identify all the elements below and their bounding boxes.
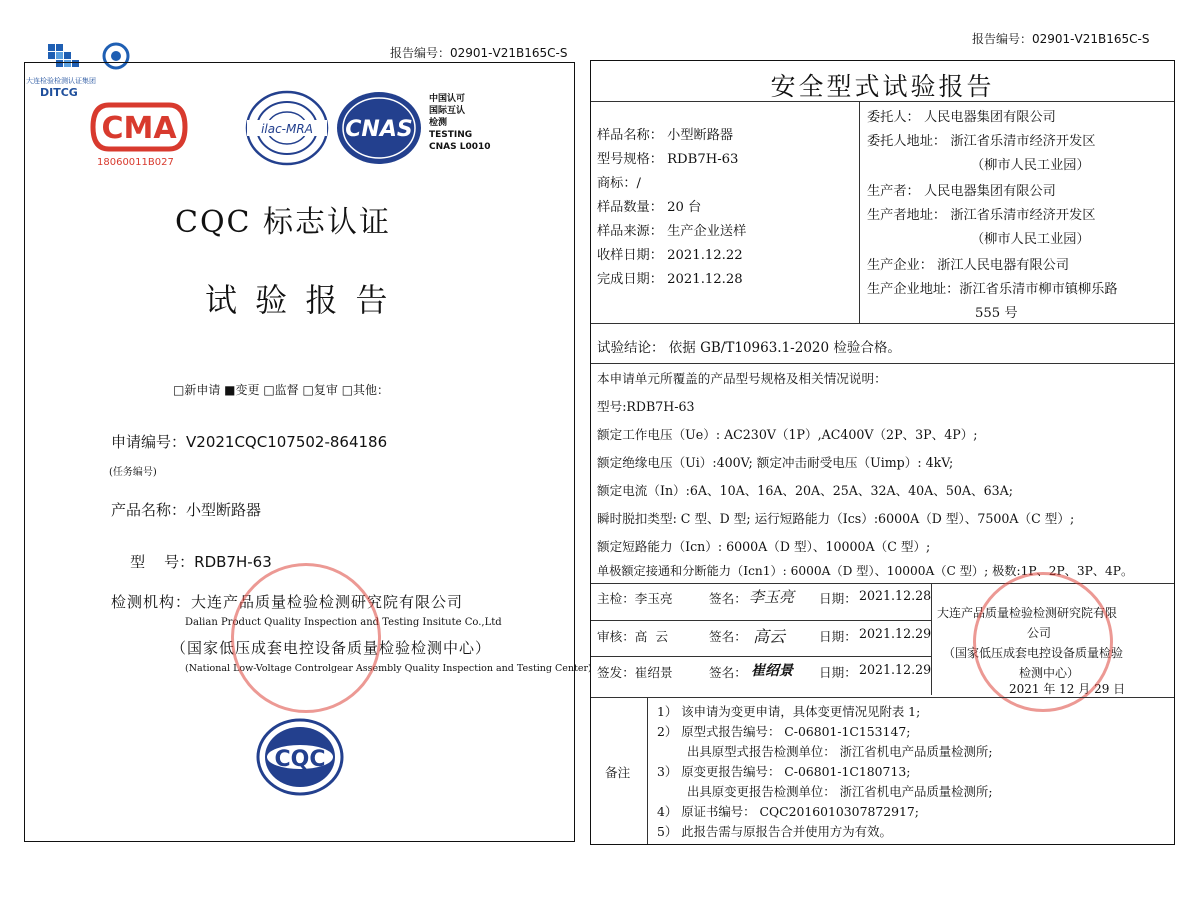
signoff-date-label: 日期： xyxy=(819,665,857,680)
spec-line: 瞬时脱扣类型: C 型、D 型; 运行短路能力（Ics）:6000A（D 型）、7500A（C 型）; xyxy=(597,511,1075,526)
spec-line: 额定工作电压（Ue）: AC230V（1P）,AC400V（2P、3P、4P）; xyxy=(597,427,978,442)
spec-line: 额定电流（In）:6A、10A、16A、20A、25A、32A、40A、50A、63A; xyxy=(597,483,1013,498)
signoff-date-label: 日期： xyxy=(819,591,857,606)
spec-line: 额定短路能力（Icn）: 6000A（D 型）、10000A（C 型）; xyxy=(597,539,931,554)
ilac-text: ilac-MRA xyxy=(261,122,313,136)
spec-line: 型号:RDB7H-63 xyxy=(597,399,695,414)
sample-line: 完成日期： 2021.12.28 xyxy=(597,272,743,287)
doc-title-1: CQC 标志认证 xyxy=(175,205,392,240)
right-page xyxy=(590,60,1175,845)
sample-line: 样品名称： 小型断路器 xyxy=(597,128,734,143)
app-type: ■变更 xyxy=(224,383,260,397)
issuer-line: （国家低压成套电控设备质量检验 xyxy=(943,646,1124,660)
app-type: □监督 xyxy=(263,383,299,397)
client-line: 委托人地址： 浙江省乐清市经济开发区 xyxy=(867,134,1096,149)
product-value: 小型断路器 xyxy=(186,501,262,519)
model-label: 型 号： xyxy=(130,553,195,571)
sample-line: 型号规格： RDB7H-63 xyxy=(597,152,739,167)
cma-text: CMA xyxy=(101,111,177,146)
signature: 崔绍景 xyxy=(751,663,793,679)
cma-icon xyxy=(89,101,189,153)
doc-title-2: 试 验 报 告 xyxy=(205,281,392,319)
left-page xyxy=(24,62,592,842)
app-type: □新申请 xyxy=(173,383,221,397)
center-name: （国家低压成套电控设备质量检验检测中心） xyxy=(171,639,492,657)
cqc-logo xyxy=(255,717,345,801)
signoff-date: 2021.12.29 xyxy=(859,662,932,677)
application-number xyxy=(111,431,387,452)
specs-block xyxy=(591,363,1174,581)
application-types xyxy=(173,381,389,398)
signoff-date: 2021.12.28 xyxy=(859,588,932,603)
signoff-role: 主检：李玉亮 xyxy=(597,591,673,606)
signoff-sig-label: 签名： xyxy=(709,591,747,606)
cnas-line: 中国认可 xyxy=(429,94,466,104)
signoff-role: 签发：崔绍景 xyxy=(597,665,673,680)
cnas-line: 国际互认 xyxy=(429,106,466,116)
cnas-lines xyxy=(429,93,491,153)
cnas-line: TESTING xyxy=(429,130,473,140)
task-number: (任务编号) xyxy=(109,467,157,478)
issue-date: 2021 年 12 月 29 日 xyxy=(1009,682,1126,696)
institute-en: Dalian Product Quality Inspection and Testing Insitute Co.,Ltd xyxy=(185,617,502,628)
app-type: □其他： xyxy=(341,383,390,397)
remark-line: 出具原型式报告检测单位： 浙江省机电产品质量检测所; xyxy=(687,744,993,759)
cnas-logo xyxy=(333,89,425,171)
sample-line: 样品数量： 20 台 xyxy=(597,200,702,215)
institute-value: 大连产品质量检验检测研究院有限公司 xyxy=(191,593,464,611)
remarks-label: 备注 xyxy=(605,765,631,780)
app-no-value: V2021CQC107502-864186 xyxy=(186,433,388,451)
sample-line: 收样日期： 2021.12.22 xyxy=(597,248,743,263)
issuer-line: 大连产品质量检验检测研究院有限 xyxy=(937,606,1118,620)
cma-logo xyxy=(89,101,199,168)
conclusion-row xyxy=(591,323,1174,363)
cqc-text: CQC xyxy=(274,747,326,772)
ditcg-en: DITCG xyxy=(40,86,78,99)
signoff-block xyxy=(591,583,1174,695)
signoff-role: 审核：高 云 xyxy=(597,629,668,644)
report-number-left: 报告编号：02901-V21B165C-S xyxy=(390,46,568,60)
signoff-date-label: 日期： xyxy=(819,629,857,644)
client-line: 生产者： 人民电器集团有限公司 xyxy=(867,184,1056,199)
product-label: 产品名称： xyxy=(111,501,187,519)
info-block xyxy=(591,101,1174,323)
remark-line: 出具原变更报告检测单位： 浙江省机电产品质量检测所; xyxy=(687,784,993,799)
cnas-line: CNAS L0010 xyxy=(429,142,491,152)
sample-line: 商标：/ xyxy=(597,176,642,191)
signoff-sig-label: 签名： xyxy=(709,665,747,680)
cqc-icon xyxy=(255,717,345,797)
ditcg-cn: 大连检验检测认证集团 xyxy=(26,77,96,85)
remark-line: 5） 此报告需与原报告合并使用方为有效。 xyxy=(657,824,892,839)
client-line: （柳市人民工业园） xyxy=(971,232,1090,247)
remark-line: 1） 该申请为变更申请，具体变更情况见附表 1; xyxy=(657,704,921,719)
cnas-icon xyxy=(333,89,425,167)
sample-line: 样品来源： 生产企业送样 xyxy=(597,224,747,239)
cnas-text: CNAS xyxy=(345,117,413,142)
client-line: 555 号 xyxy=(975,306,1018,321)
report-title: 安全型式试验报告 xyxy=(770,72,995,101)
remarks-block xyxy=(591,697,1174,844)
model-value: RDB7H-63 xyxy=(194,553,272,571)
ilac-icon xyxy=(243,89,331,167)
client-line: 生产企业地址：浙江省乐清市柳市镇柳乐路 xyxy=(867,282,1118,297)
remark-line: 2） 原型式报告编号： C-06801-1C153147; xyxy=(657,724,911,739)
signature: 李玉亮 xyxy=(749,588,795,606)
center-en: (National Low-Voltage Controlgear Assembly Quality Inspection and Testing Center) xyxy=(185,663,592,674)
institute-label: 检测机构： xyxy=(111,593,192,611)
report-number-right: 报告编号：02901-V21B165C-S xyxy=(972,32,1150,46)
spec-line: 本申请单元所覆盖的产品型号规格及相关情况说明： xyxy=(597,371,887,386)
official-stamp xyxy=(973,572,1113,712)
remark-line: 3） 原变更报告编号： C-06801-1C180713; xyxy=(657,764,911,779)
spec-line: 单极额定接通和分断能力（Icn1）: 6000A（D 型）、10000A（C 型）; 极数:1P、2P、3P、4P。 xyxy=(597,564,1134,578)
cnas-line: 检测 xyxy=(429,118,448,128)
model xyxy=(111,533,272,590)
title-row xyxy=(591,61,1174,101)
product-name xyxy=(111,499,261,520)
client-line: 委托人： 人民电器集团有限公司 xyxy=(867,110,1056,125)
client-line: 生产者地址： 浙江省乐清市经济开发区 xyxy=(867,208,1096,223)
spec-line: 额定绝缘电压（Ui）:400V; 额定冲击耐受电压（Uimp）: 4kV; xyxy=(597,455,954,470)
signoff-sig-label: 签名： xyxy=(709,629,747,644)
test-conclusion: 试验结论： 依据 GB/T10963.1-2020 检验合格。 xyxy=(597,340,901,356)
remark-line: 4） 原证书编号： CQC2016010307872917; xyxy=(657,804,919,819)
client-line: （柳市人民工业园） xyxy=(971,158,1090,173)
official-stamp xyxy=(231,563,381,713)
client-line: 生产企业： 浙江人民电器有限公司 xyxy=(867,258,1070,273)
issuer-line: 公司 xyxy=(1027,626,1052,640)
signoff-date: 2021.12.29 xyxy=(859,626,932,641)
issuer-line: 检测中心） xyxy=(1019,666,1080,680)
ilac-logo xyxy=(243,89,331,171)
signature: 高云 xyxy=(753,627,786,646)
app-type: □复审 xyxy=(302,383,338,397)
app-no-label: 申请编号： xyxy=(111,433,187,451)
cma-code: 18060011B027 xyxy=(97,157,174,168)
